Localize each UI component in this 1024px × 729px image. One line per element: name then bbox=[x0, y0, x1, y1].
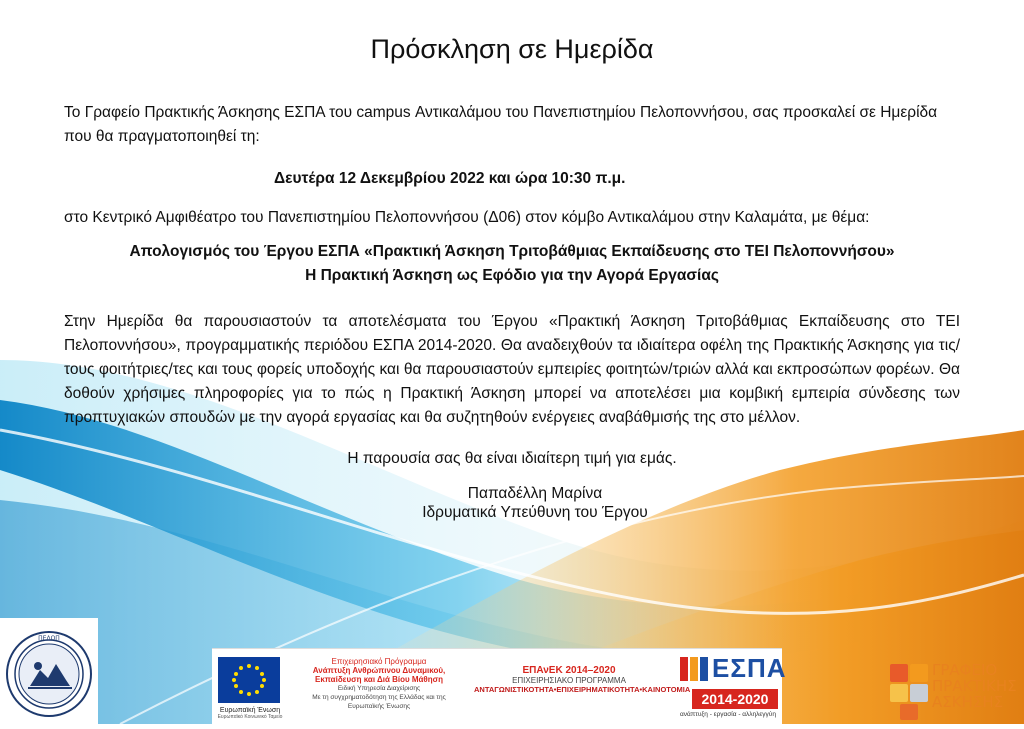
event-date: Δευτέρα 12 Δεκεμβρίου 2022 και ώρα 10:30 π.μ. bbox=[274, 170, 626, 187]
intro-paragraph: Το Γραφείο Πρακτικής Άσκησης ΕΣΠΑ του campus Αντικαλάμου του Πανεπιστημίου Πελοποννήσου, σας προσκαλεί σε Ημερίδα που θα πραγματοποιηθεί τη: bbox=[64, 104, 938, 145]
page-title: Πρόσκληση σε Ημερίδα bbox=[370, 34, 654, 64]
office-name: ΓΡΑΦΕΙΟ ΠΡΑΚΤΙΚΗΣ ΑΣΚΗΣΗΣ bbox=[932, 661, 1017, 711]
internship-office-logo bbox=[886, 656, 1024, 724]
epanek-logo: ΕΠΑνΕΚ 2014–2020 ΕΠΙΧΕΙΡΗΣΙΑΚΟ ΠΡΟΓΡΑΜΜΑ ΑΝΤΑΓΩΝΙΣΤΙΚΟΤΗΤΑ•ΕΠΙΧΕΙΡΗΜΑΤΙΚΟΤΗΤΑ•ΚΑΙΝΟΤΟΜΙΑ bbox=[474, 665, 691, 694]
espa-mark-icon bbox=[678, 655, 710, 683]
puzzle-pieces-icon bbox=[886, 658, 932, 722]
signature bbox=[0, 484, 1024, 522]
venue-paragraph: στο Κεντρικό Αμφιθέατρο του Πανεπιστημίου Πελοποννήσου (Δ06) στον κόμβο Αντικαλάμου στην Καλαμάτα, με θέμα: bbox=[64, 209, 870, 226]
espa-logo: ΕΣΠΑ 2014-2020 ανάπτυξη - εργασία - αλληλεγγύη bbox=[678, 653, 778, 721]
topic-line-2: Η Πρακτική Άσκηση ως Εφόδιο για την Αγορά Εργασίας bbox=[305, 267, 719, 284]
body-paragraph: Στην Ημερίδα θα παρουσιαστούν τα αποτελέσματα του Έργου «Πρακτική Άσκηση Τριτοβάθμιας Εκπαίδευσης στο ΤΕΙ Πελοποννήσου», προγραμματικής περιόδου ΕΣΠΑ 2014-2020. Θα αναδειχθούν τα ιδιαίτερα οφέλη της Πρακτικής Άσκησης για τις/τους φοιτήτριες/τες και τους φορείς υποδοχής και θα παρουσιαστούν εμπειρίες φοιτητών/τριών αλλά και εκπροσώπων φορέων. Θα δοθούν χρήσιμες πληροφορίες για το πώς η Πρακτική Άσκηση μπορεί να αποτελέσει μια κομβική εμπειρία σύνδεσης των προπτυχιακών σπουδών με την αγορά εργασίας και θα συζητηθούν ενέργειες αναβάθμισής της στο μέλλον. bbox=[64, 313, 960, 426]
seal-text: ΠΕΛΟΠ bbox=[38, 635, 60, 642]
operational-programme-text: Επιχειρησιακό Πρόγραμμα Ανάπτυξη Ανθρώπινου Δυναμικού, Εκπαίδευση και Διά Βίου Μάθηση Ειδική Υπηρεσία Διαχείρισης Με τη συγχρηματοδότηση της Ελλάδας και της Ευρωπαϊκής Ένωσης bbox=[312, 657, 446, 710]
topic-line-1: Απολογισμός του Έργου ΕΣΠΑ «Πρακτική Άσκηση Τριτοβάθμιας Εκπαίδευσης στο ΤΕΙ Πελοποννήσου» bbox=[129, 243, 895, 260]
signature-role: Ιδρυματικά Υπεύθυνη του Έργου bbox=[422, 504, 648, 521]
university-seal-logo bbox=[0, 618, 98, 724]
signature-name: Παπαδέλλη Μαρίνα bbox=[467, 485, 603, 502]
university-seal-icon bbox=[0, 618, 98, 724]
eu-flag-icon bbox=[218, 657, 280, 703]
eu-caption: Ευρωπαϊκή Ένωση Ευρωπαϊκό Κοινωνικό Ταμείο bbox=[217, 707, 283, 720]
funding-banner bbox=[212, 648, 787, 725]
closing-line: Η παρουσία σας θα είναι ιδιαίτερη τιμή για εμάς. bbox=[347, 450, 677, 467]
